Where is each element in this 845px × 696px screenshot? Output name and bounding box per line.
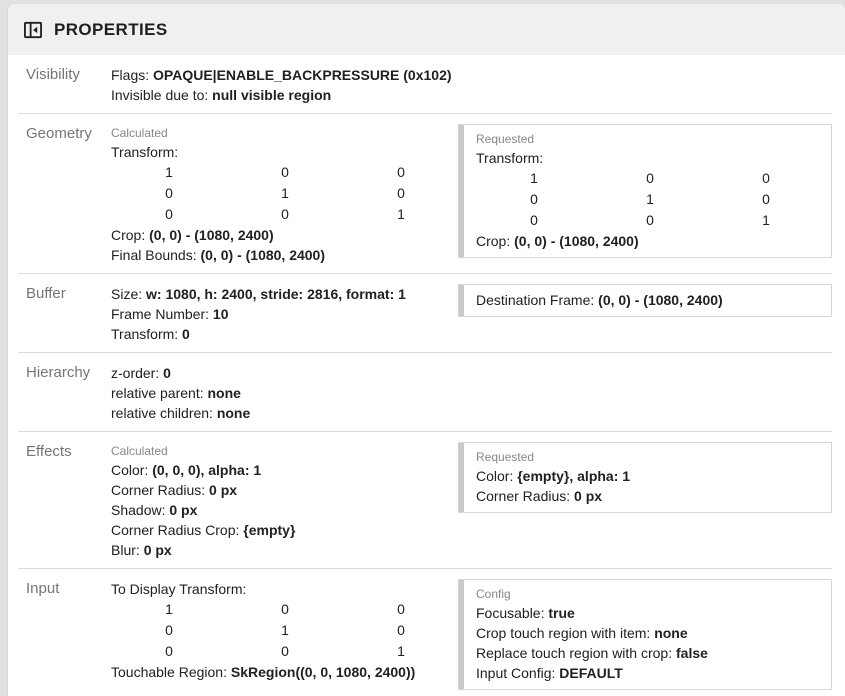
matrix-cell: 1	[762, 212, 770, 228]
effects-calculated-properties	[111, 442, 458, 560]
property-frame-number: Frame Number: 10	[111, 306, 229, 322]
panel-title: PROPERTIES	[54, 19, 168, 39]
section-visibility	[18, 55, 832, 113]
visibility-properties	[111, 65, 458, 105]
section-label-effects: Effects	[26, 443, 72, 460]
tag-requested: Requested	[476, 450, 535, 464]
transform-matrix	[476, 168, 824, 231]
left-panel-close-icon	[22, 19, 44, 41]
property-flags: Flags: OPAQUE|ENABLE_BACKPRESSURE (0x102)	[111, 67, 452, 83]
property-final-bounds: Final Bounds: (0, 0) - (1080, 2400)	[111, 247, 326, 263]
section-buffer	[18, 273, 832, 352]
matrix-cell: 1	[397, 206, 405, 222]
properties-panel	[8, 4, 845, 696]
section-input	[18, 568, 832, 696]
property-shadow: Shadow: 0 px	[111, 502, 198, 518]
matrix-cell: 0	[397, 164, 405, 180]
property-crop-touch-region: Crop touch region with item: none	[476, 625, 688, 641]
property-relative-parent: relative parent: none	[111, 385, 241, 401]
matrix-cell: 0	[165, 643, 173, 659]
matrix-cell: 0	[165, 206, 173, 222]
matrix-cell: 0	[281, 206, 289, 222]
effects-requested-box	[458, 442, 832, 513]
matrix-cell: 1	[281, 185, 289, 201]
collapse-panel-button[interactable]	[21, 18, 45, 42]
section-label-input: Input	[26, 580, 60, 597]
matrix-cell: 1	[281, 622, 289, 638]
property-size: Size: w: 1080, h: 2400, stride: 2816, format: 1	[111, 286, 406, 302]
geometry-calculated-properties	[111, 124, 458, 265]
property-corner-radius: Corner Radius: 0 px	[476, 488, 603, 504]
matrix-cell: 0	[281, 643, 289, 659]
matrix-cell: 0	[530, 212, 538, 228]
property-crop: Crop: (0, 0) - (1080, 2400)	[111, 227, 274, 243]
section-label-hierarchy: Hierarchy	[26, 364, 91, 381]
property-color: Color: {empty}, alpha: 1	[476, 468, 631, 484]
tag-requested: Requested	[476, 132, 535, 146]
matrix-cell: 0	[646, 170, 654, 186]
matrix-cell: 0	[165, 185, 173, 201]
input-config-box	[458, 579, 832, 690]
tag-calculated: Calculated	[111, 444, 168, 458]
matrix-cell: 0	[397, 622, 405, 638]
property-transform: Transform:	[111, 144, 179, 160]
section-label-buffer: Buffer	[26, 285, 66, 302]
matrix-cell: 0	[165, 622, 173, 638]
property-destination-frame: Destination Frame: (0, 0) - (1080, 2400)	[476, 292, 723, 308]
matrix-cell: 0	[281, 164, 289, 180]
property-relative-children: relative children: none	[111, 405, 251, 421]
property-input-config: Input Config: DEFAULT	[476, 665, 623, 681]
matrix-cell: 0	[281, 601, 289, 617]
property-to-display-transform: To Display Transform:	[111, 581, 247, 597]
matrix-cell: 0	[397, 185, 405, 201]
matrix-cell: 1	[530, 170, 538, 186]
matrix-cell: 0	[646, 212, 654, 228]
property-z-order: z-order: 0	[111, 365, 171, 381]
matrix-cell: 0	[762, 191, 770, 207]
buffer-properties	[111, 284, 458, 344]
matrix-cell: 1	[646, 191, 654, 207]
tag-config: Config	[476, 587, 511, 601]
input-properties	[111, 579, 458, 690]
properties-content	[8, 55, 845, 696]
matrix-cell: 1	[165, 164, 173, 180]
property-crop: Crop: (0, 0) - (1080, 2400)	[476, 233, 639, 249]
tag-calculated: Calculated	[111, 126, 168, 140]
property-transform: Transform: 0	[111, 326, 190, 342]
matrix-cell: 0	[762, 170, 770, 186]
property-touchable-region: Touchable Region: SkRegion((0, 0, 1080, 2400))	[111, 664, 416, 680]
property-corner-radius-crop: Corner Radius Crop: {empty}	[111, 522, 296, 538]
property-color: Color: (0, 0, 0), alpha: 1	[111, 462, 262, 478]
section-geometry	[18, 113, 832, 273]
property-blur: Blur: 0 px	[111, 542, 172, 558]
section-label-geometry: Geometry	[26, 125, 92, 142]
property-corner-radius: Corner Radius: 0 px	[111, 482, 238, 498]
property-focusable: Focusable: true	[476, 605, 575, 621]
geometry-requested-box	[458, 124, 832, 258]
transform-matrix	[111, 162, 459, 225]
transform-matrix	[111, 599, 459, 662]
matrix-cell: 1	[165, 601, 173, 617]
property-transform: Transform:	[476, 150, 544, 166]
matrix-cell: 1	[397, 643, 405, 659]
panel-header	[8, 4, 845, 55]
property-replace-touch-region: Replace touch region with crop: false	[476, 645, 708, 661]
buffer-requested-box	[458, 284, 832, 317]
section-hierarchy	[18, 352, 832, 431]
section-label-visibility: Visibility	[26, 66, 80, 83]
matrix-cell: 0	[530, 191, 538, 207]
matrix-cell: 0	[397, 601, 405, 617]
hierarchy-properties	[111, 363, 458, 423]
property-invisible-due-to: Invisible due to: null visible region	[111, 87, 332, 103]
section-effects	[18, 431, 832, 568]
